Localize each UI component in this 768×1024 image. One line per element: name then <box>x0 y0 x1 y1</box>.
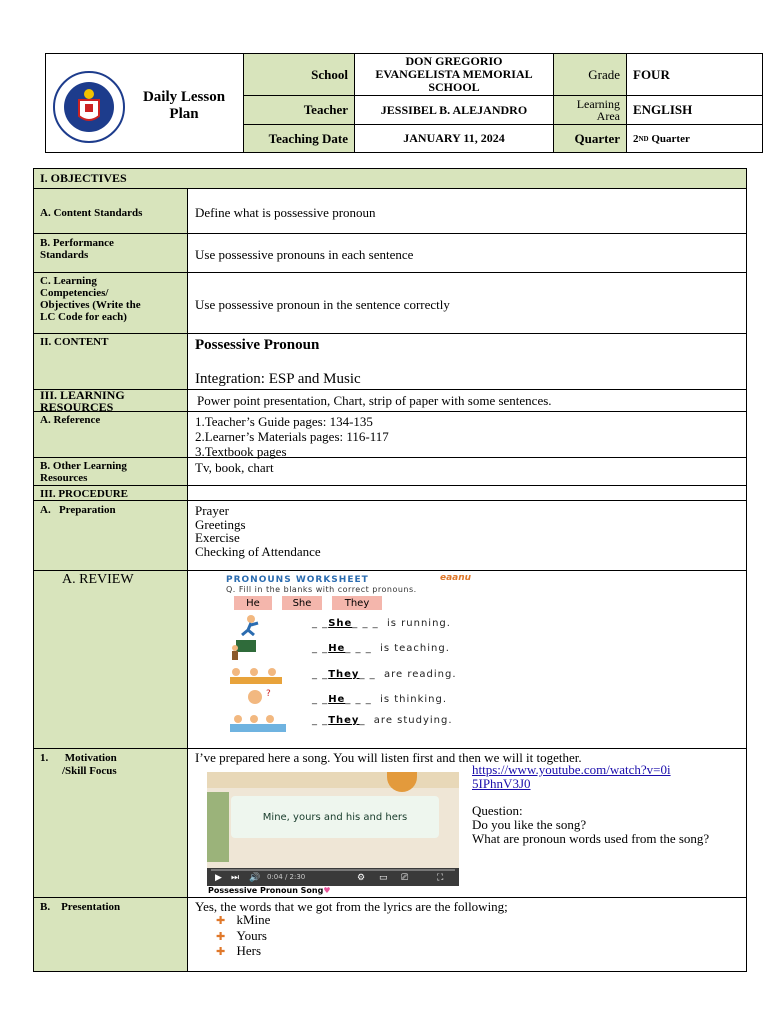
preparation-item: Checking of Attendance <box>195 544 321 559</box>
song-video-player[interactable] <box>207 772 459 886</box>
resources-label: III. LEARNING RESOURCES <box>40 388 125 414</box>
volume-icon[interactable]: 🔊 <box>249 872 261 882</box>
worksheet-answer: He <box>328 643 346 654</box>
competencies-label: C. Learning Competencies/ Objectives (Write the LC Code for each) <box>40 275 141 323</box>
content-integration: Integration: ESP and Music <box>195 371 361 387</box>
quarter-label: Quarter <box>553 124 627 153</box>
teacher-icon <box>228 638 258 662</box>
question-2: What are pronoun words used from the song? <box>472 831 710 846</box>
worksheet-sentence: is thinking. <box>380 694 448 705</box>
bullet-icon: ✚ <box>216 946 226 958</box>
teacher-value: JESSIBEL B. ALEJANDRO <box>354 95 554 125</box>
presentation-label: B. Presentation <box>40 901 121 913</box>
worksheet-answer: He <box>328 694 346 705</box>
video-progress-bar[interactable] <box>211 869 455 871</box>
worksheet-option: She <box>282 596 322 610</box>
motivation-sublabel: /Skill Focus <box>62 765 117 777</box>
performance-standards-value: Use possessive pronouns in each sentence <box>195 247 414 262</box>
worksheet-row <box>312 669 457 680</box>
worksheet-blank: _ _ <box>312 694 329 705</box>
content-standards-label: A. Content Standards <box>40 207 143 219</box>
quarter-suffix: ND <box>638 134 649 143</box>
miniplayer-icon[interactable]: ▭ <box>379 872 388 882</box>
learning-area-label: Learning Area <box>553 95 627 125</box>
worksheet-sentence: is running. <box>387 618 451 629</box>
play-icon[interactable]: ▶ <box>215 872 222 882</box>
worksheet-blank: _ <box>359 715 366 726</box>
presentation-item-text: Hers <box>236 943 262 958</box>
worksheet-row <box>312 694 447 705</box>
date-label: Teaching Date <box>243 124 355 153</box>
reference-item: 1.Teacher’s Guide pages: 134-135 <box>195 414 373 429</box>
date-value: JANUARY 11, 2024 <box>354 124 554 153</box>
worksheet-sentence: is teaching. <box>380 643 450 654</box>
question-label: Question: <box>472 803 523 818</box>
teacher-label: Teacher <box>243 95 355 125</box>
video-decoration <box>207 772 459 788</box>
presentation-item-text: kMine <box>236 912 271 927</box>
review-label: A. REVIEW <box>62 572 134 587</box>
presentation-text: Yes, the words that we got from the lyrics are the following; <box>195 899 508 914</box>
lesson-plan-title: Daily Lesson Plan <box>142 89 226 122</box>
presentation-item <box>216 929 267 944</box>
worksheet-blank: _ _ <box>312 618 329 629</box>
deped-seal-icon <box>52 70 126 144</box>
worksheet-sentence: are studying. <box>373 715 453 726</box>
quarter-number: 2 <box>633 132 639 145</box>
worksheet-blank: _ _ <box>359 669 376 680</box>
objectives-header: I. OBJECTIVES <box>33 168 747 189</box>
worksheet-sentence: are reading. <box>383 669 457 680</box>
worksheet-row <box>312 618 451 629</box>
school-label: School <box>243 53 355 96</box>
running-girl-icon <box>236 614 266 636</box>
worksheet-blank: _ _ <box>312 715 329 726</box>
video-time: 0:04 / 2:30 <box>267 873 306 881</box>
worksheet-blank: _ _ _ <box>345 643 372 654</box>
worksheet-instruction: Q. Fill in the blanks with correct pronouns. <box>226 585 417 594</box>
heart-icon: ♥ <box>323 886 331 895</box>
worksheet-row <box>312 715 453 726</box>
youtube-link[interactable]: https://www.youtube.com/watch?v=0i5IPhnV3J0 <box>472 762 671 791</box>
grade-value: FOUR <box>626 53 763 96</box>
bullet-icon: ✚ <box>216 931 226 943</box>
question-1: Do you like the song? <box>472 817 587 832</box>
fullscreen-icon[interactable]: ⛶ <box>437 872 444 882</box>
quarter-word: Quarter <box>651 132 690 145</box>
video-controls <box>207 868 459 886</box>
resources-value: Power point presentation, Chart, strip of paper with some sentences. <box>197 393 552 408</box>
worksheet-blank: _ _ _ <box>352 618 379 629</box>
video-decoration <box>387 772 417 792</box>
motivation-text: I’ve prepared here a song. You will listen first and then we will it together. <box>195 750 582 765</box>
presentation-item-text: Yours <box>236 928 267 943</box>
content-standards-value: Define what is possessive pronoun <box>195 205 376 220</box>
svg-text:?: ? <box>266 689 271 699</box>
reading-kids-icon <box>226 664 290 686</box>
reference-item: 3.Textbook pages <box>195 444 287 459</box>
worksheet-brand: eaanu <box>440 573 472 583</box>
motivation-label: 1. Motivation <box>40 752 117 764</box>
studying-kids-icon <box>228 712 292 734</box>
worksheet-answer: They <box>328 669 360 680</box>
worksheet-blank: _ _ <box>312 643 329 654</box>
presentation-item <box>216 944 261 959</box>
worksheet-blank: _ _ _ <box>345 694 372 705</box>
bullet-icon: ✚ <box>216 915 226 927</box>
preparation-item: Exercise <box>195 530 240 545</box>
video-decoration <box>207 792 229 862</box>
settings-icon[interactable]: ⚙ <box>357 872 366 882</box>
reference-label: A. Reference <box>40 414 101 426</box>
school-value: DON GREGORIO EVANGELISTA MEMORIAL SCHOOL <box>354 53 554 96</box>
grade-label: Grade <box>553 53 627 96</box>
presentation-item <box>216 913 270 928</box>
reference-item: 2.Learner’s Materials pages: 116-117 <box>195 429 389 444</box>
worksheet-answer: She <box>328 618 353 629</box>
worksheet-row <box>312 643 450 654</box>
content-label: II. CONTENT <box>40 336 109 348</box>
worksheet-blank: _ _ <box>312 669 329 680</box>
thinking-boy-icon <box>240 687 280 709</box>
content-title: Possessive Pronoun <box>195 337 320 353</box>
worksheet-answer: They <box>328 715 360 726</box>
performance-standards-label: B. Performance Standards <box>40 237 114 261</box>
video-caption-card <box>231 796 439 838</box>
worksheet-option: They <box>332 596 382 610</box>
preparation-label: A. Preparation <box>40 504 116 516</box>
video-caption: Mine, yours and his and hers <box>262 811 408 823</box>
video-title-text: Possessive Pronoun Song <box>208 886 324 895</box>
cast-icon[interactable]: ⎚ <box>401 872 409 882</box>
video-title <box>208 886 331 895</box>
other-resources-value: Tv, book, chart <box>195 460 274 475</box>
worksheet-title: PRONOUNS WORKSHEET <box>226 575 369 585</box>
preparation-item: Prayer <box>195 503 229 518</box>
preparation-item: Greetings <box>195 517 246 532</box>
quarter-value <box>626 124 763 153</box>
other-resources-label: B. Other Learning Resources <box>40 460 127 484</box>
row-divider <box>33 570 747 571</box>
procedure-label: III. PROCEDURE <box>40 488 129 500</box>
next-icon[interactable]: ⏭ <box>231 872 240 882</box>
worksheet-option: He <box>234 596 272 610</box>
competencies-value: Use possessive pronoun in the sentence correctly <box>195 297 450 312</box>
pronouns-worksheet <box>220 572 496 737</box>
learning-area-value: ENGLISH <box>626 95 763 125</box>
